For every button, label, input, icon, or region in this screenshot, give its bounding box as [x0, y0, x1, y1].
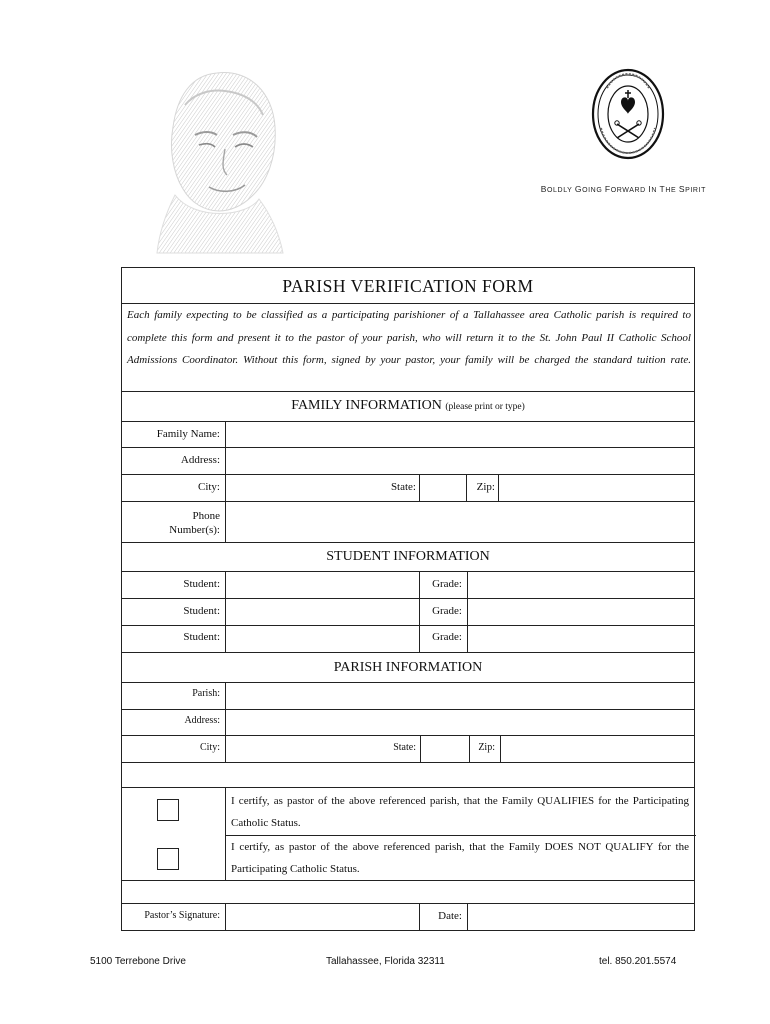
- parish-state-label: State:: [393, 742, 416, 753]
- student-3-label: Student:: [183, 631, 220, 643]
- student-1-field[interactable]: [226, 572, 418, 597]
- family-state-field[interactable]: [421, 475, 465, 500]
- school-seal-logo: [591, 68, 665, 160]
- student-1-label: Student:: [183, 578, 220, 590]
- parish-verification-form: [121, 267, 695, 931]
- qualifies-statement: I certify, as pastor of the above referenced parish, that the Family QUALIFIES for the Participating Catholic Status.: [231, 795, 689, 829]
- parish-information-heading: PARISH INFORMATION: [333, 660, 483, 675]
- family-name-label: Family Name:: [156, 428, 220, 440]
- form-title: PARISH VERIFICATION FORM: [122, 268, 694, 304]
- grade-1-label: Grade:: [432, 578, 462, 590]
- grade-2-field[interactable]: [469, 599, 694, 624]
- date-field[interactable]: [469, 904, 694, 930]
- parish-state-field[interactable]: [422, 736, 468, 761]
- parish-address-field[interactable]: [226, 710, 694, 735]
- date-label: Date:: [438, 910, 462, 922]
- phone-numbers-label: Phone Number(s):: [169, 510, 220, 536]
- student-information-heading: STUDENT INFORMATION: [326, 549, 490, 564]
- pastor-signature-label: Pastor’s Signature:: [144, 910, 220, 921]
- family-zip-field[interactable]: [500, 475, 694, 500]
- family-name-field[interactable]: [226, 422, 694, 447]
- parish-city-label: City:: [199, 742, 220, 753]
- student-3-field[interactable]: [226, 626, 418, 651]
- phone-numbers-field[interactable]: [226, 502, 694, 541]
- qualifies-checkbox[interactable]: [157, 799, 179, 821]
- parish-city-field[interactable]: [226, 736, 384, 761]
- student-2-field[interactable]: [226, 599, 418, 624]
- family-state-label: State:: [390, 481, 416, 493]
- form-instructions: Each family expecting to be classified as a participating parishioner of a Tallahassee area Catholic parish is required to complete this form and present it to the pastor of your parish, who will return it to the St. John Paul II Catholic School Admissions Coordinator. Without this form, signed by your pastor, your family will be charged the standard tuition rate.: [127, 309, 691, 366]
- family-address-label: Address:: [180, 454, 220, 466]
- family-information-heading: [122, 398, 694, 414]
- parish-zip-label: Zip:: [478, 742, 495, 753]
- grade-1-field[interactable]: [469, 572, 694, 597]
- parish-address-label: Address:: [184, 715, 220, 726]
- parish-field[interactable]: [226, 683, 694, 708]
- family-address-field[interactable]: [226, 448, 694, 473]
- footer-phone: tel. 850.201.5574: [599, 956, 677, 967]
- student-2-label: Student:: [183, 605, 220, 617]
- family-zip-label: Zip:: [476, 481, 495, 493]
- pope-portrait-image: [155, 65, 285, 255]
- family-city-field[interactable]: [226, 475, 382, 500]
- grade-3-field[interactable]: [469, 626, 694, 651]
- grade-3-label: Grade:: [432, 631, 462, 643]
- parish-label: Parish:: [192, 688, 220, 699]
- print-or-type-note: (please print or type): [445, 402, 525, 412]
- family-information-title: FAMILY INFORMATION: [291, 398, 442, 413]
- family-city-label: City:: [197, 481, 220, 493]
- pastor-signature-field[interactable]: [226, 904, 419, 930]
- school-tagline: BOLDLY GOING FORWARD IN THE SPIRIT: [540, 184, 706, 194]
- footer-address: 5100 Terrebone Drive: [90, 956, 186, 967]
- grade-2-label: Grade:: [432, 605, 462, 617]
- footer-city: Tallahassee, Florida 32311: [326, 956, 445, 967]
- does-not-qualify-checkbox[interactable]: [157, 848, 179, 870]
- does-not-qualify-statement: I certify, as pastor of the above referenced parish, that the Family DOES NOT QUALIFY for the Participating Catholic Status.: [231, 841, 689, 875]
- parish-zip-field[interactable]: [502, 736, 694, 761]
